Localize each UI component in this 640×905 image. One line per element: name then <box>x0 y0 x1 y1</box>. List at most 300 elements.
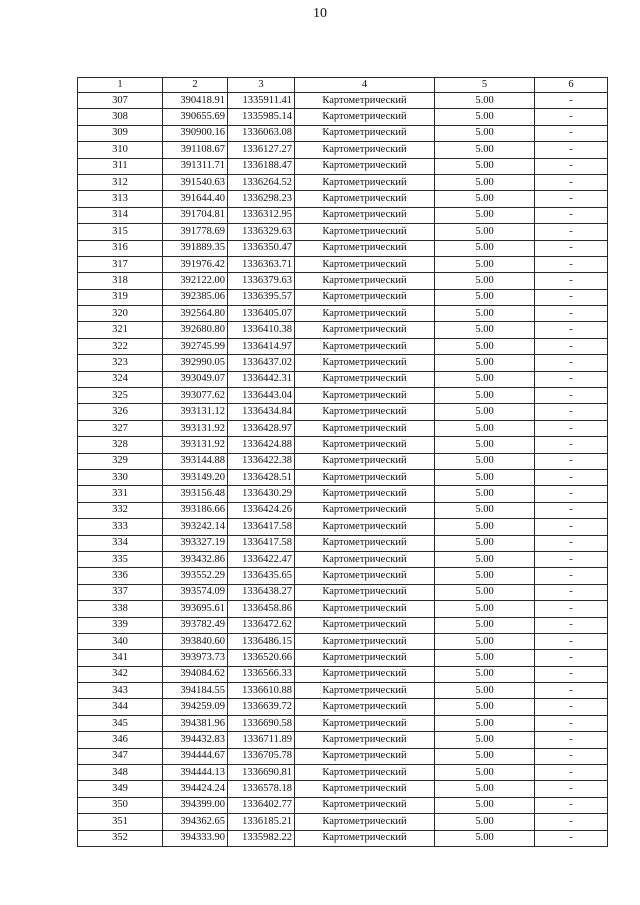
y-coordinate-cell: 1336442.31 <box>228 371 295 387</box>
y-coordinate-cell: 1336424.26 <box>228 502 295 518</box>
x-coordinate-cell: 394444.67 <box>163 748 228 764</box>
note-cell: - <box>535 404 608 420</box>
x-coordinate-cell: 394333.90 <box>163 830 228 846</box>
x-coordinate-cell: 393144.88 <box>163 453 228 469</box>
accuracy-cell: 5.00 <box>435 437 535 453</box>
point-number-cell: 329 <box>78 453 163 469</box>
accuracy-cell: 5.00 <box>435 781 535 797</box>
note-cell: - <box>535 633 608 649</box>
table-row <box>78 158 608 174</box>
accuracy-cell: 5.00 <box>435 797 535 813</box>
y-coordinate-cell: 1336414.97 <box>228 338 295 354</box>
accuracy-cell: 5.00 <box>435 765 535 781</box>
accuracy-cell: 5.00 <box>435 486 535 502</box>
point-number-cell: 326 <box>78 404 163 420</box>
x-coordinate-cell: 394362.65 <box>163 814 228 830</box>
note-cell: - <box>535 125 608 141</box>
accuracy-cell: 5.00 <box>435 814 535 830</box>
method-cell: Картометрический <box>295 781 435 797</box>
y-coordinate-cell: 1336329.63 <box>228 224 295 240</box>
table-row <box>78 814 608 830</box>
y-coordinate-cell: 1336690.58 <box>228 715 295 731</box>
method-cell: Картометрический <box>295 830 435 846</box>
column-header-6: 6 <box>535 78 608 93</box>
accuracy-cell: 5.00 <box>435 207 535 223</box>
y-coordinate-cell: 1336520.66 <box>228 650 295 666</box>
y-coordinate-cell: 1336298.23 <box>228 191 295 207</box>
note-cell: - <box>535 781 608 797</box>
y-coordinate-cell: 1336690.81 <box>228 765 295 781</box>
y-coordinate-cell: 1336422.47 <box>228 551 295 567</box>
column-header-3: 3 <box>228 78 295 93</box>
note-cell: - <box>535 683 608 699</box>
table-row <box>78 519 608 535</box>
note-cell: - <box>535 93 608 109</box>
table-row <box>78 142 608 158</box>
table-row <box>78 207 608 223</box>
point-number-cell: 310 <box>78 142 163 158</box>
y-coordinate-cell: 1336422.38 <box>228 453 295 469</box>
table-row <box>78 273 608 289</box>
x-coordinate-cell: 393186.66 <box>163 502 228 518</box>
accuracy-cell: 5.00 <box>435 830 535 846</box>
accuracy-cell: 5.00 <box>435 469 535 485</box>
table-row <box>78 551 608 567</box>
y-coordinate-cell: 1336350.47 <box>228 240 295 256</box>
y-coordinate-cell: 1336379.63 <box>228 273 295 289</box>
method-cell: Картометрический <box>295 388 435 404</box>
note-cell: - <box>535 142 608 158</box>
accuracy-cell: 5.00 <box>435 732 535 748</box>
table-row <box>78 732 608 748</box>
note-cell: - <box>535 551 608 567</box>
x-coordinate-cell: 393840.60 <box>163 633 228 649</box>
table-row <box>78 437 608 453</box>
x-coordinate-cell: 393149.20 <box>163 469 228 485</box>
x-coordinate-cell: 391704.81 <box>163 207 228 223</box>
accuracy-cell: 5.00 <box>435 617 535 633</box>
table-body <box>78 93 608 847</box>
note-cell: - <box>535 355 608 371</box>
y-coordinate-cell: 1336610.88 <box>228 683 295 699</box>
point-number-cell: 313 <box>78 191 163 207</box>
table-row <box>78 568 608 584</box>
point-number-cell: 339 <box>78 617 163 633</box>
method-cell: Картометрический <box>295 748 435 764</box>
x-coordinate-cell: 392745.99 <box>163 338 228 354</box>
point-number-cell: 318 <box>78 273 163 289</box>
x-coordinate-cell: 393695.61 <box>163 601 228 617</box>
method-cell: Картометрический <box>295 453 435 469</box>
method-cell: Картометрический <box>295 797 435 813</box>
note-cell: - <box>535 797 608 813</box>
x-coordinate-cell: 393131.92 <box>163 437 228 453</box>
table-row <box>78 666 608 682</box>
table-row <box>78 125 608 141</box>
accuracy-cell: 5.00 <box>435 666 535 682</box>
point-number-cell: 315 <box>78 224 163 240</box>
accuracy-cell: 5.00 <box>435 355 535 371</box>
method-cell: Картометрический <box>295 93 435 109</box>
x-coordinate-cell: 394184.55 <box>163 683 228 699</box>
point-number-cell: 327 <box>78 420 163 436</box>
point-number-cell: 346 <box>78 732 163 748</box>
note-cell: - <box>535 453 608 469</box>
y-coordinate-cell: 1336312.95 <box>228 207 295 223</box>
x-coordinate-cell: 393242.14 <box>163 519 228 535</box>
table-row <box>78 338 608 354</box>
note-cell: - <box>535 174 608 190</box>
table-row <box>78 469 608 485</box>
table-row <box>78 371 608 387</box>
y-coordinate-cell: 1336435.65 <box>228 568 295 584</box>
x-coordinate-cell: 393574.09 <box>163 584 228 600</box>
point-number-cell: 314 <box>78 207 163 223</box>
x-coordinate-cell: 393156.48 <box>163 486 228 502</box>
x-coordinate-cell: 394399.00 <box>163 797 228 813</box>
point-number-cell: 334 <box>78 535 163 551</box>
accuracy-cell: 5.00 <box>435 93 535 109</box>
y-coordinate-cell: 1336705.78 <box>228 748 295 764</box>
x-coordinate-cell: 390418.91 <box>163 93 228 109</box>
y-coordinate-cell: 1335985.14 <box>228 109 295 125</box>
y-coordinate-cell: 1336639.72 <box>228 699 295 715</box>
accuracy-cell: 5.00 <box>435 224 535 240</box>
accuracy-cell: 5.00 <box>435 256 535 272</box>
x-coordinate-cell: 393973.73 <box>163 650 228 666</box>
y-coordinate-cell: 1336264.52 <box>228 174 295 190</box>
x-coordinate-cell: 393782.49 <box>163 617 228 633</box>
method-cell: Картометрический <box>295 699 435 715</box>
point-number-cell: 325 <box>78 388 163 404</box>
method-cell: Картометрический <box>295 289 435 305</box>
table-row <box>78 109 608 125</box>
method-cell: Картометрический <box>295 650 435 666</box>
point-number-cell: 316 <box>78 240 163 256</box>
method-cell: Картометрический <box>295 666 435 682</box>
x-coordinate-cell: 390655.69 <box>163 109 228 125</box>
method-cell: Картометрический <box>295 109 435 125</box>
method-cell: Картометрический <box>295 420 435 436</box>
note-cell: - <box>535 469 608 485</box>
table-row <box>78 502 608 518</box>
x-coordinate-cell: 394444.13 <box>163 765 228 781</box>
note-cell: - <box>535 732 608 748</box>
y-coordinate-cell: 1336486.15 <box>228 633 295 649</box>
method-cell: Картометрический <box>295 683 435 699</box>
table-row <box>78 765 608 781</box>
point-number-cell: 328 <box>78 437 163 453</box>
column-header-5: 5 <box>435 78 535 93</box>
note-cell: - <box>535 584 608 600</box>
point-number-cell: 331 <box>78 486 163 502</box>
note-cell: - <box>535 224 608 240</box>
method-cell: Картометрический <box>295 633 435 649</box>
y-coordinate-cell: 1336363.71 <box>228 256 295 272</box>
y-coordinate-cell: 1336395.57 <box>228 289 295 305</box>
note-cell: - <box>535 289 608 305</box>
y-coordinate-cell: 1336578.18 <box>228 781 295 797</box>
method-cell: Картометрический <box>295 224 435 240</box>
x-coordinate-cell: 392680.80 <box>163 322 228 338</box>
note-cell: - <box>535 306 608 322</box>
accuracy-cell: 5.00 <box>435 535 535 551</box>
point-number-cell: 341 <box>78 650 163 666</box>
method-cell: Картометрический <box>295 158 435 174</box>
x-coordinate-cell: 394432.83 <box>163 732 228 748</box>
y-coordinate-cell: 1336566.33 <box>228 666 295 682</box>
method-cell: Картометрический <box>295 732 435 748</box>
method-cell: Картометрический <box>295 142 435 158</box>
x-coordinate-cell: 392122.00 <box>163 273 228 289</box>
x-coordinate-cell: 393131.12 <box>163 404 228 420</box>
table-row <box>78 781 608 797</box>
accuracy-cell: 5.00 <box>435 551 535 567</box>
method-cell: Картометрический <box>295 568 435 584</box>
accuracy-cell: 5.00 <box>435 142 535 158</box>
accuracy-cell: 5.00 <box>435 683 535 699</box>
column-header-2: 2 <box>163 78 228 93</box>
point-number-cell: 312 <box>78 174 163 190</box>
accuracy-cell: 5.00 <box>435 273 535 289</box>
accuracy-cell: 5.00 <box>435 191 535 207</box>
note-cell: - <box>535 699 608 715</box>
method-cell: Картометрический <box>295 322 435 338</box>
note-cell: - <box>535 420 608 436</box>
y-coordinate-cell: 1336434.84 <box>228 404 295 420</box>
method-cell: Картометрический <box>295 486 435 502</box>
note-cell: - <box>535 617 608 633</box>
table-row <box>78 650 608 666</box>
method-cell: Картометрический <box>295 240 435 256</box>
accuracy-cell: 5.00 <box>435 404 535 420</box>
note-cell: - <box>535 535 608 551</box>
note-cell: - <box>535 207 608 223</box>
table-row <box>78 306 608 322</box>
x-coordinate-cell: 391540.63 <box>163 174 228 190</box>
y-coordinate-cell: 1336428.51 <box>228 469 295 485</box>
method-cell: Картометрический <box>295 584 435 600</box>
accuracy-cell: 5.00 <box>435 650 535 666</box>
note-cell: - <box>535 666 608 682</box>
note-cell: - <box>535 568 608 584</box>
point-number-cell: 308 <box>78 109 163 125</box>
table-row <box>78 420 608 436</box>
table-row <box>78 289 608 305</box>
x-coordinate-cell: 394084.62 <box>163 666 228 682</box>
point-number-cell: 342 <box>78 666 163 682</box>
method-cell: Картометрический <box>295 814 435 830</box>
y-coordinate-cell: 1336405.07 <box>228 306 295 322</box>
method-cell: Картометрический <box>295 404 435 420</box>
point-number-cell: 324 <box>78 371 163 387</box>
point-number-cell: 317 <box>78 256 163 272</box>
x-coordinate-cell: 393131.92 <box>163 420 228 436</box>
note-cell: - <box>535 256 608 272</box>
method-cell: Картометрический <box>295 273 435 289</box>
table-header-row <box>78 78 608 93</box>
point-number-cell: 319 <box>78 289 163 305</box>
x-coordinate-cell: 391311.71 <box>163 158 228 174</box>
y-coordinate-cell: 1336711.89 <box>228 732 295 748</box>
x-coordinate-cell: 393432.86 <box>163 551 228 567</box>
column-header-1: 1 <box>78 78 163 93</box>
note-cell: - <box>535 109 608 125</box>
note-cell: - <box>535 519 608 535</box>
note-cell: - <box>535 748 608 764</box>
table-row <box>78 404 608 420</box>
point-number-cell: 350 <box>78 797 163 813</box>
note-cell: - <box>535 437 608 453</box>
method-cell: Картометрический <box>295 191 435 207</box>
note-cell: - <box>535 650 608 666</box>
x-coordinate-cell: 393552.29 <box>163 568 228 584</box>
y-coordinate-cell: 1336410.38 <box>228 322 295 338</box>
point-number-cell: 351 <box>78 814 163 830</box>
table-row <box>78 699 608 715</box>
y-coordinate-cell: 1336424.88 <box>228 437 295 453</box>
accuracy-cell: 5.00 <box>435 174 535 190</box>
x-coordinate-cell: 393049.07 <box>163 371 228 387</box>
y-coordinate-cell: 1336417.58 <box>228 535 295 551</box>
point-number-cell: 352 <box>78 830 163 846</box>
point-number-cell: 320 <box>78 306 163 322</box>
method-cell: Картометрический <box>295 617 435 633</box>
y-coordinate-cell: 1336443.04 <box>228 388 295 404</box>
point-number-cell: 338 <box>78 601 163 617</box>
y-coordinate-cell: 1336428.97 <box>228 420 295 436</box>
point-number-cell: 332 <box>78 502 163 518</box>
point-number-cell: 311 <box>78 158 163 174</box>
accuracy-cell: 5.00 <box>435 568 535 584</box>
method-cell: Картометрический <box>295 469 435 485</box>
x-coordinate-cell: 391778.69 <box>163 224 228 240</box>
method-cell: Картометрический <box>295 502 435 518</box>
table-row <box>78 174 608 190</box>
method-cell: Картометрический <box>295 535 435 551</box>
y-coordinate-cell: 1336185.21 <box>228 814 295 830</box>
method-cell: Картометрический <box>295 715 435 731</box>
x-coordinate-cell: 394259.09 <box>163 699 228 715</box>
method-cell: Картометрический <box>295 765 435 781</box>
note-cell: - <box>535 240 608 256</box>
point-number-cell: 322 <box>78 338 163 354</box>
accuracy-cell: 5.00 <box>435 240 535 256</box>
note-cell: - <box>535 191 608 207</box>
method-cell: Картометрический <box>295 519 435 535</box>
method-cell: Картометрический <box>295 355 435 371</box>
y-coordinate-cell: 1336437.02 <box>228 355 295 371</box>
x-coordinate-cell: 391108.67 <box>163 142 228 158</box>
table-row <box>78 715 608 731</box>
table-row <box>78 256 608 272</box>
table-row <box>78 355 608 371</box>
point-number-cell: 349 <box>78 781 163 797</box>
x-coordinate-cell: 391644.40 <box>163 191 228 207</box>
table-row <box>78 224 608 240</box>
x-coordinate-cell: 392990.05 <box>163 355 228 371</box>
accuracy-cell: 5.00 <box>435 502 535 518</box>
point-number-cell: 347 <box>78 748 163 764</box>
method-cell: Картометрический <box>295 207 435 223</box>
method-cell: Картометрический <box>295 125 435 141</box>
point-number-cell: 344 <box>78 699 163 715</box>
point-number-cell: 336 <box>78 568 163 584</box>
table-row <box>78 683 608 699</box>
accuracy-cell: 5.00 <box>435 289 535 305</box>
point-number-cell: 345 <box>78 715 163 731</box>
y-coordinate-cell: 1335982.22 <box>228 830 295 846</box>
accuracy-cell: 5.00 <box>435 125 535 141</box>
point-number-cell: 335 <box>78 551 163 567</box>
y-coordinate-cell: 1336472.62 <box>228 617 295 633</box>
accuracy-cell: 5.00 <box>435 453 535 469</box>
y-coordinate-cell: 1336430.29 <box>228 486 295 502</box>
point-number-cell: 337 <box>78 584 163 600</box>
x-coordinate-cell: 392564.80 <box>163 306 228 322</box>
x-coordinate-cell: 392385.06 <box>163 289 228 305</box>
accuracy-cell: 5.00 <box>435 715 535 731</box>
method-cell: Картометрический <box>295 174 435 190</box>
table-row <box>78 191 608 207</box>
table-row <box>78 797 608 813</box>
table-row <box>78 486 608 502</box>
accuracy-cell: 5.00 <box>435 109 535 125</box>
table-row <box>78 830 608 846</box>
accuracy-cell: 5.00 <box>435 420 535 436</box>
column-header-4: 4 <box>295 78 435 93</box>
accuracy-cell: 5.00 <box>435 158 535 174</box>
x-coordinate-cell: 391889.35 <box>163 240 228 256</box>
table-row <box>78 388 608 404</box>
method-cell: Картометрический <box>295 338 435 354</box>
y-coordinate-cell: 1336438.27 <box>228 584 295 600</box>
point-number-cell: 330 <box>78 469 163 485</box>
method-cell: Картометрический <box>295 551 435 567</box>
accuracy-cell: 5.00 <box>435 338 535 354</box>
table-row <box>78 633 608 649</box>
point-number-cell: 340 <box>78 633 163 649</box>
point-number-cell: 323 <box>78 355 163 371</box>
x-coordinate-cell: 393077.62 <box>163 388 228 404</box>
table-row <box>78 240 608 256</box>
note-cell: - <box>535 601 608 617</box>
note-cell: - <box>535 338 608 354</box>
accuracy-cell: 5.00 <box>435 584 535 600</box>
x-coordinate-cell: 394381.96 <box>163 715 228 731</box>
accuracy-cell: 5.00 <box>435 306 535 322</box>
accuracy-cell: 5.00 <box>435 633 535 649</box>
note-cell: - <box>535 388 608 404</box>
point-number-cell: 333 <box>78 519 163 535</box>
accuracy-cell: 5.00 <box>435 371 535 387</box>
note-cell: - <box>535 371 608 387</box>
method-cell: Картометрический <box>295 437 435 453</box>
point-number-cell: 348 <box>78 765 163 781</box>
accuracy-cell: 5.00 <box>435 388 535 404</box>
y-coordinate-cell: 1336402.77 <box>228 797 295 813</box>
table-row <box>78 601 608 617</box>
point-number-cell: 321 <box>78 322 163 338</box>
note-cell: - <box>535 715 608 731</box>
table-row <box>78 535 608 551</box>
y-coordinate-cell: 1336063.08 <box>228 125 295 141</box>
method-cell: Картометрический <box>295 256 435 272</box>
table-row <box>78 617 608 633</box>
y-coordinate-cell: 1336188.47 <box>228 158 295 174</box>
note-cell: - <box>535 158 608 174</box>
point-number-cell: 343 <box>78 683 163 699</box>
